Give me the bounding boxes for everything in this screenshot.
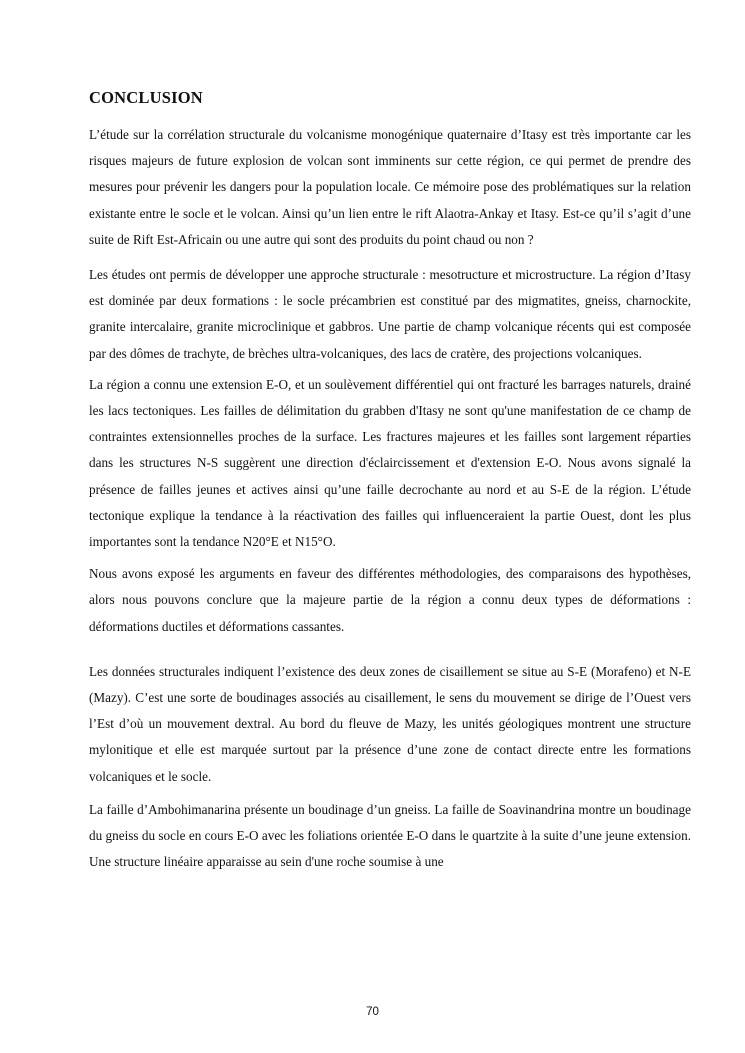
paragraph-faults: La faille d’Ambohimanarina présente un boudinage d’un gneiss. La faille de Soavinandrina montre un boudinage du gneiss du socle en cours E-O avec les foliations orientée E-O dans le quartzite à la suite d’une jeune extension. Une structure linéaire apparaisse au sein d'une roche soumise à une [89,801,691,870]
paragraph-tectonics: La région a connu une extension E-O, et un soulèvement différentiel qui ont fracturé les barrages naturels, drainé les lacs tectoniques. Les failles de délimitation du grabben d'Itasy ne sont qu'une manifestation de ce champ de contraintes extensionnelles proches de la surface. Les fractures majeures et les failles sont largement réparties dans les structures N-S suggèrent une direction d'éclaircissement et d'extension E-O. Nous avons signalé la présence de failles jeunes et actives ainsi qu’une faille decrochante au nord et au S-E de la région. L’étude tectonique explique la tendance à la réactivation des failles qui influenceraient la partie Ouest, dont les plus importantes sont la tendance N20°E et N15°O. [89,376,691,550]
paragraph-deformations: Nous avons exposé les arguments en faveur des différentes méthodologies, des comparaisons des hypothèses, alors nous pouvons conclure que la majeure partie de la région a connu deux types de déformations : déformations ductiles et déformations cassantes. [89,566,691,634]
section-heading: CONCLUSION [89,88,203,107]
paragraph-shear-zones: Les données structurales indiquent l’existence des deux zones de cisaillement se situe au S-E (Morafeno) et N-E (Mazy). C’est une sorte de boudinages associés au cisaillement, le sens du mouvement se dirige de l’Ouest vers l’Est d’où un mouvement dextral. Au bord du fleuve de Mazy, les unités géologiques montrent une structure mylonitique et elle est marquée surtout par la présence d’une zone de contact directe entre les formations volcaniques et le socle. [89,663,691,784]
page-number: 70 [366,1006,379,1018]
document-page [89,84,691,875]
paragraph-geology: Les études ont permis de développer une approche structurale : mesotructure et microstructure. La région d’Itasy est dominée par deux formations : le socle précambrien est constitué par des migmatites, gneiss, charnockite, granite intercalaire, granite microclinique et gabbros. Une partie de champ volcanique récents qui est composée par des dômes de trachyte, de brèches ultra-volcaniques, des lacs de cratère, des projections volcaniques. [89,267,691,361]
paragraph-introduction: L’étude sur la corrélation structurale du volcanisme monogénique quaternaire d’Itasy est très importante car les risques majeurs de future explosion de volcan sont imminents sur cette région, ce qui permet de prendre des mesures pour prévenir les dangers pour la population locale. Ce mémoire pose des problématiques sur la relation existante entre le socle et le volcan. Ainsi qu’un lien entre le rift Alaotra-Ankay et Itasy. Est-ce qu’il s’agit d’une suite de Rift Est-Africain ou une autre qui sont des produits du point chaud ou non ? [89,127,691,247]
